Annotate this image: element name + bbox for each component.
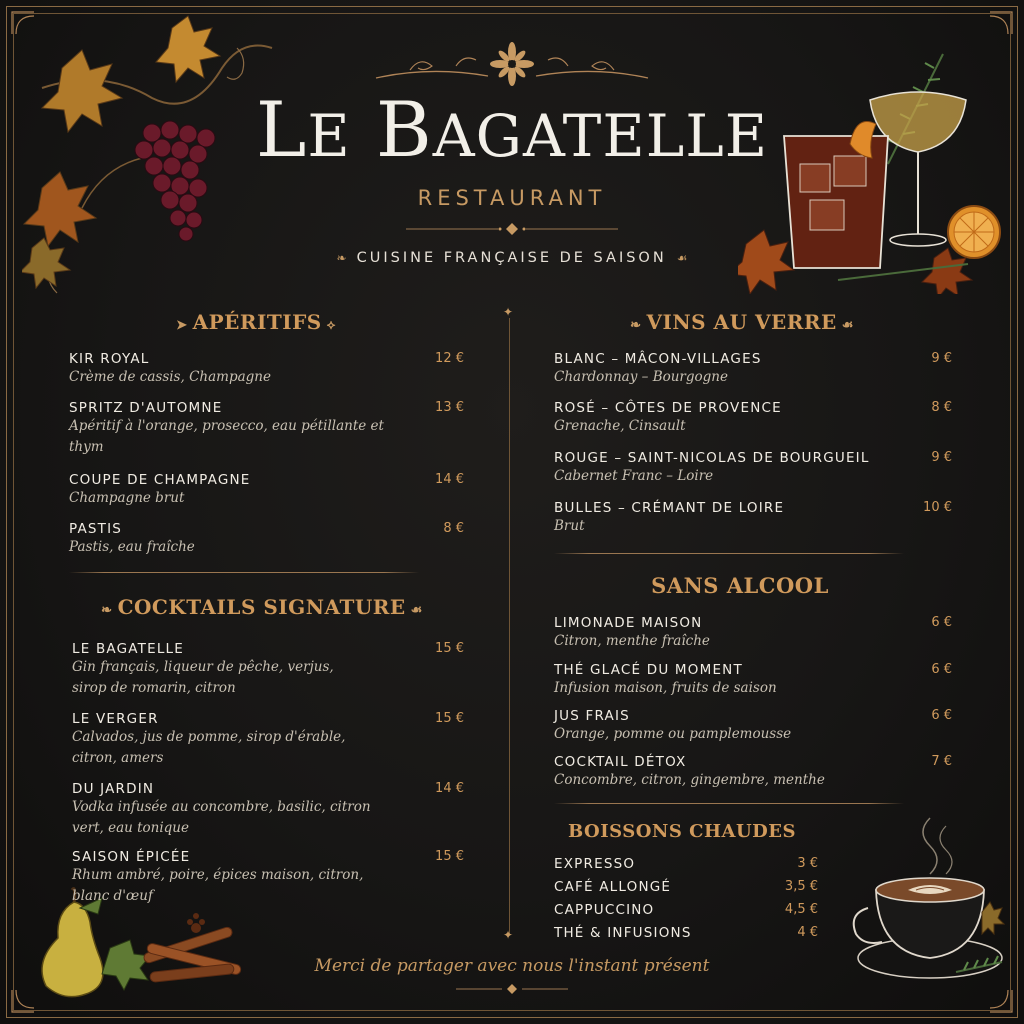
footer-flourish-icon [452, 982, 572, 996]
item-desc: Apéritif à l'orange, prosecco, eau pétillante et thym [69, 418, 384, 455]
section-title-text: VINS AU VERRE [646, 310, 837, 334]
menu-item [69, 351, 464, 388]
section-title-vins [590, 310, 894, 334]
item-name: EXPRESSO [554, 856, 636, 872]
item-desc: Champagne brut [69, 490, 185, 506]
item-name: CAFÉ ALLONGÉ [554, 879, 672, 895]
menu-item [554, 500, 952, 537]
item-price: 6 € [931, 708, 952, 723]
menu-item [554, 754, 952, 791]
restaurant-title: LE BAGATELLE [255, 85, 769, 174]
item-desc: Gin français, liqueur de pêche, verjus, sirop de romarin, citron [72, 659, 334, 696]
corner-ornament-icon [988, 10, 1014, 36]
item-desc: Citron, menthe fraîche [554, 633, 710, 649]
divider-bottom-ornament-icon: ✦ [503, 928, 514, 942]
item-name: SAISON ÉPICÉE [72, 849, 191, 865]
menu-item [69, 472, 464, 509]
item-name: THÉ GLACÉ DU MOMENT [554, 662, 743, 678]
item-desc: Vodka infusée au concombre, basilic, citron vert, eau tonique [72, 799, 371, 836]
item-desc: Calvados, jus de pomme, sirop d'érable, citron, amers [72, 729, 346, 766]
section-rule [554, 553, 904, 554]
menu-item [72, 781, 464, 839]
column-divider [509, 318, 510, 934]
item-price: 8 € [443, 521, 464, 536]
section-title-text: COCKTAILS SIGNATURE [117, 595, 406, 619]
item-name: JUS FRAIS [554, 708, 630, 724]
item-name: CAPPUCCINO [554, 902, 655, 918]
item-price: 15 € [435, 711, 464, 726]
leaf-ornament-icon: ❧ [336, 251, 347, 265]
section-title-chaudes: BOISSONS CHAUDES [568, 821, 796, 842]
section-title-text: APÉRITIFS [192, 310, 322, 334]
section-title-aperitifs [146, 310, 366, 334]
item-desc: Orange, pomme ou pamplemousse [554, 726, 792, 742]
menu-item [554, 662, 952, 699]
item-name: KIR ROYAL [69, 351, 150, 367]
divider-flourish-icon [402, 222, 622, 236]
leaf-ornament-icon: ☙ [405, 603, 423, 618]
item-name: SPRITZ D'AUTOMNE [69, 400, 223, 416]
item-price: 13 € [435, 400, 464, 415]
menu-item [554, 708, 952, 745]
item-price: 4 € [797, 925, 818, 940]
tagline [0, 250, 1024, 266]
item-desc: Brut [554, 518, 585, 534]
section-title-sans-alcool: SANS ALCOOL [651, 573, 829, 598]
item-price: 15 € [435, 641, 464, 656]
item-price: 3 € [797, 856, 818, 871]
restaurant-subtitle: RESTAURANT [417, 186, 607, 210]
item-price: 7 € [931, 754, 952, 769]
item-price: 6 € [931, 615, 952, 630]
menu-item [554, 615, 952, 652]
item-desc: Cabernet Franc – Loire [554, 468, 714, 484]
top-flourish-icon [370, 36, 654, 92]
menu-item [554, 925, 818, 941]
item-price: 15 € [435, 849, 464, 864]
item-name: LE BAGATELLE [72, 641, 184, 657]
item-price: 14 € [435, 781, 464, 796]
item-name: LIMONADE MAISON [554, 615, 703, 631]
menu-item [69, 400, 464, 458]
item-desc: Grenache, Cinsault [554, 418, 686, 434]
menu-item [554, 879, 818, 895]
leaf-ornament-icon: ☙ [676, 251, 688, 265]
item-desc: Chardonnay – Bourgogne [554, 369, 728, 385]
item-name: LE VERGER [72, 711, 159, 727]
item-price: 4,5 € [784, 902, 818, 917]
leaf-ornament-icon: ❧ [101, 603, 118, 618]
item-name: COCKTAIL DÉTOX [554, 754, 687, 770]
divider-top-ornament-icon: ✦ [503, 305, 514, 319]
section-rule [69, 572, 419, 573]
leaf-ornament-icon: ❧ [630, 318, 647, 333]
item-desc: Crème de cassis, Champagne [69, 369, 271, 385]
item-name: BLANC – MÂCON-VILLAGES [554, 351, 762, 367]
menu-item [554, 450, 952, 487]
menu-item [554, 902, 818, 918]
item-price: 6 € [931, 662, 952, 677]
item-desc: Rhum ambré, poire, épices maison, citron, blanc d'œuf [72, 867, 364, 904]
item-price: 9 € [931, 351, 952, 366]
item-price: 3,5 € [784, 879, 818, 894]
section-title-cocktails [86, 595, 438, 619]
item-price: 12 € [435, 351, 464, 366]
leaf-ornament-icon: ⟡ [321, 318, 336, 333]
item-name: PASTIS [69, 521, 123, 537]
item-name: COUPE DE CHAMPAGNE [69, 472, 251, 488]
item-price: 14 € [435, 472, 464, 487]
section-rule [554, 803, 904, 804]
menu-item [72, 711, 464, 769]
item-name: DU JARDIN [72, 781, 155, 797]
item-name: ROSÉ – CÔTES DE PROVENCE [554, 400, 782, 416]
menu-item [72, 849, 464, 907]
menu-item [69, 521, 464, 558]
item-price: 10 € [923, 500, 952, 515]
menu-item [554, 856, 818, 872]
leaf-ornament-icon: ☙ [836, 318, 854, 333]
menu-item [554, 351, 952, 388]
menu-item [72, 641, 464, 699]
leaf-ornament-icon: ➤ [176, 318, 193, 333]
item-desc: Pastis, eau fraîche [69, 539, 195, 555]
item-name: THÉ & INFUSIONS [554, 925, 692, 941]
footer-message: Merci de partager avec nous l'instant présent [314, 956, 710, 976]
item-desc: Infusion maison, fruits de saison [554, 680, 777, 696]
item-name: BULLES – CRÉMANT DE LOIRE [554, 500, 785, 516]
item-price: 9 € [931, 450, 952, 465]
menu-item [554, 400, 952, 437]
tagline-text: CUISINE FRANÇAISE DE SAISON [356, 250, 667, 266]
item-desc: Concombre, citron, gingembre, menthe [554, 772, 825, 788]
item-name: ROUGE – SAINT-NICOLAS DE BOURGUEIL [554, 450, 870, 466]
item-price: 8 € [931, 400, 952, 415]
